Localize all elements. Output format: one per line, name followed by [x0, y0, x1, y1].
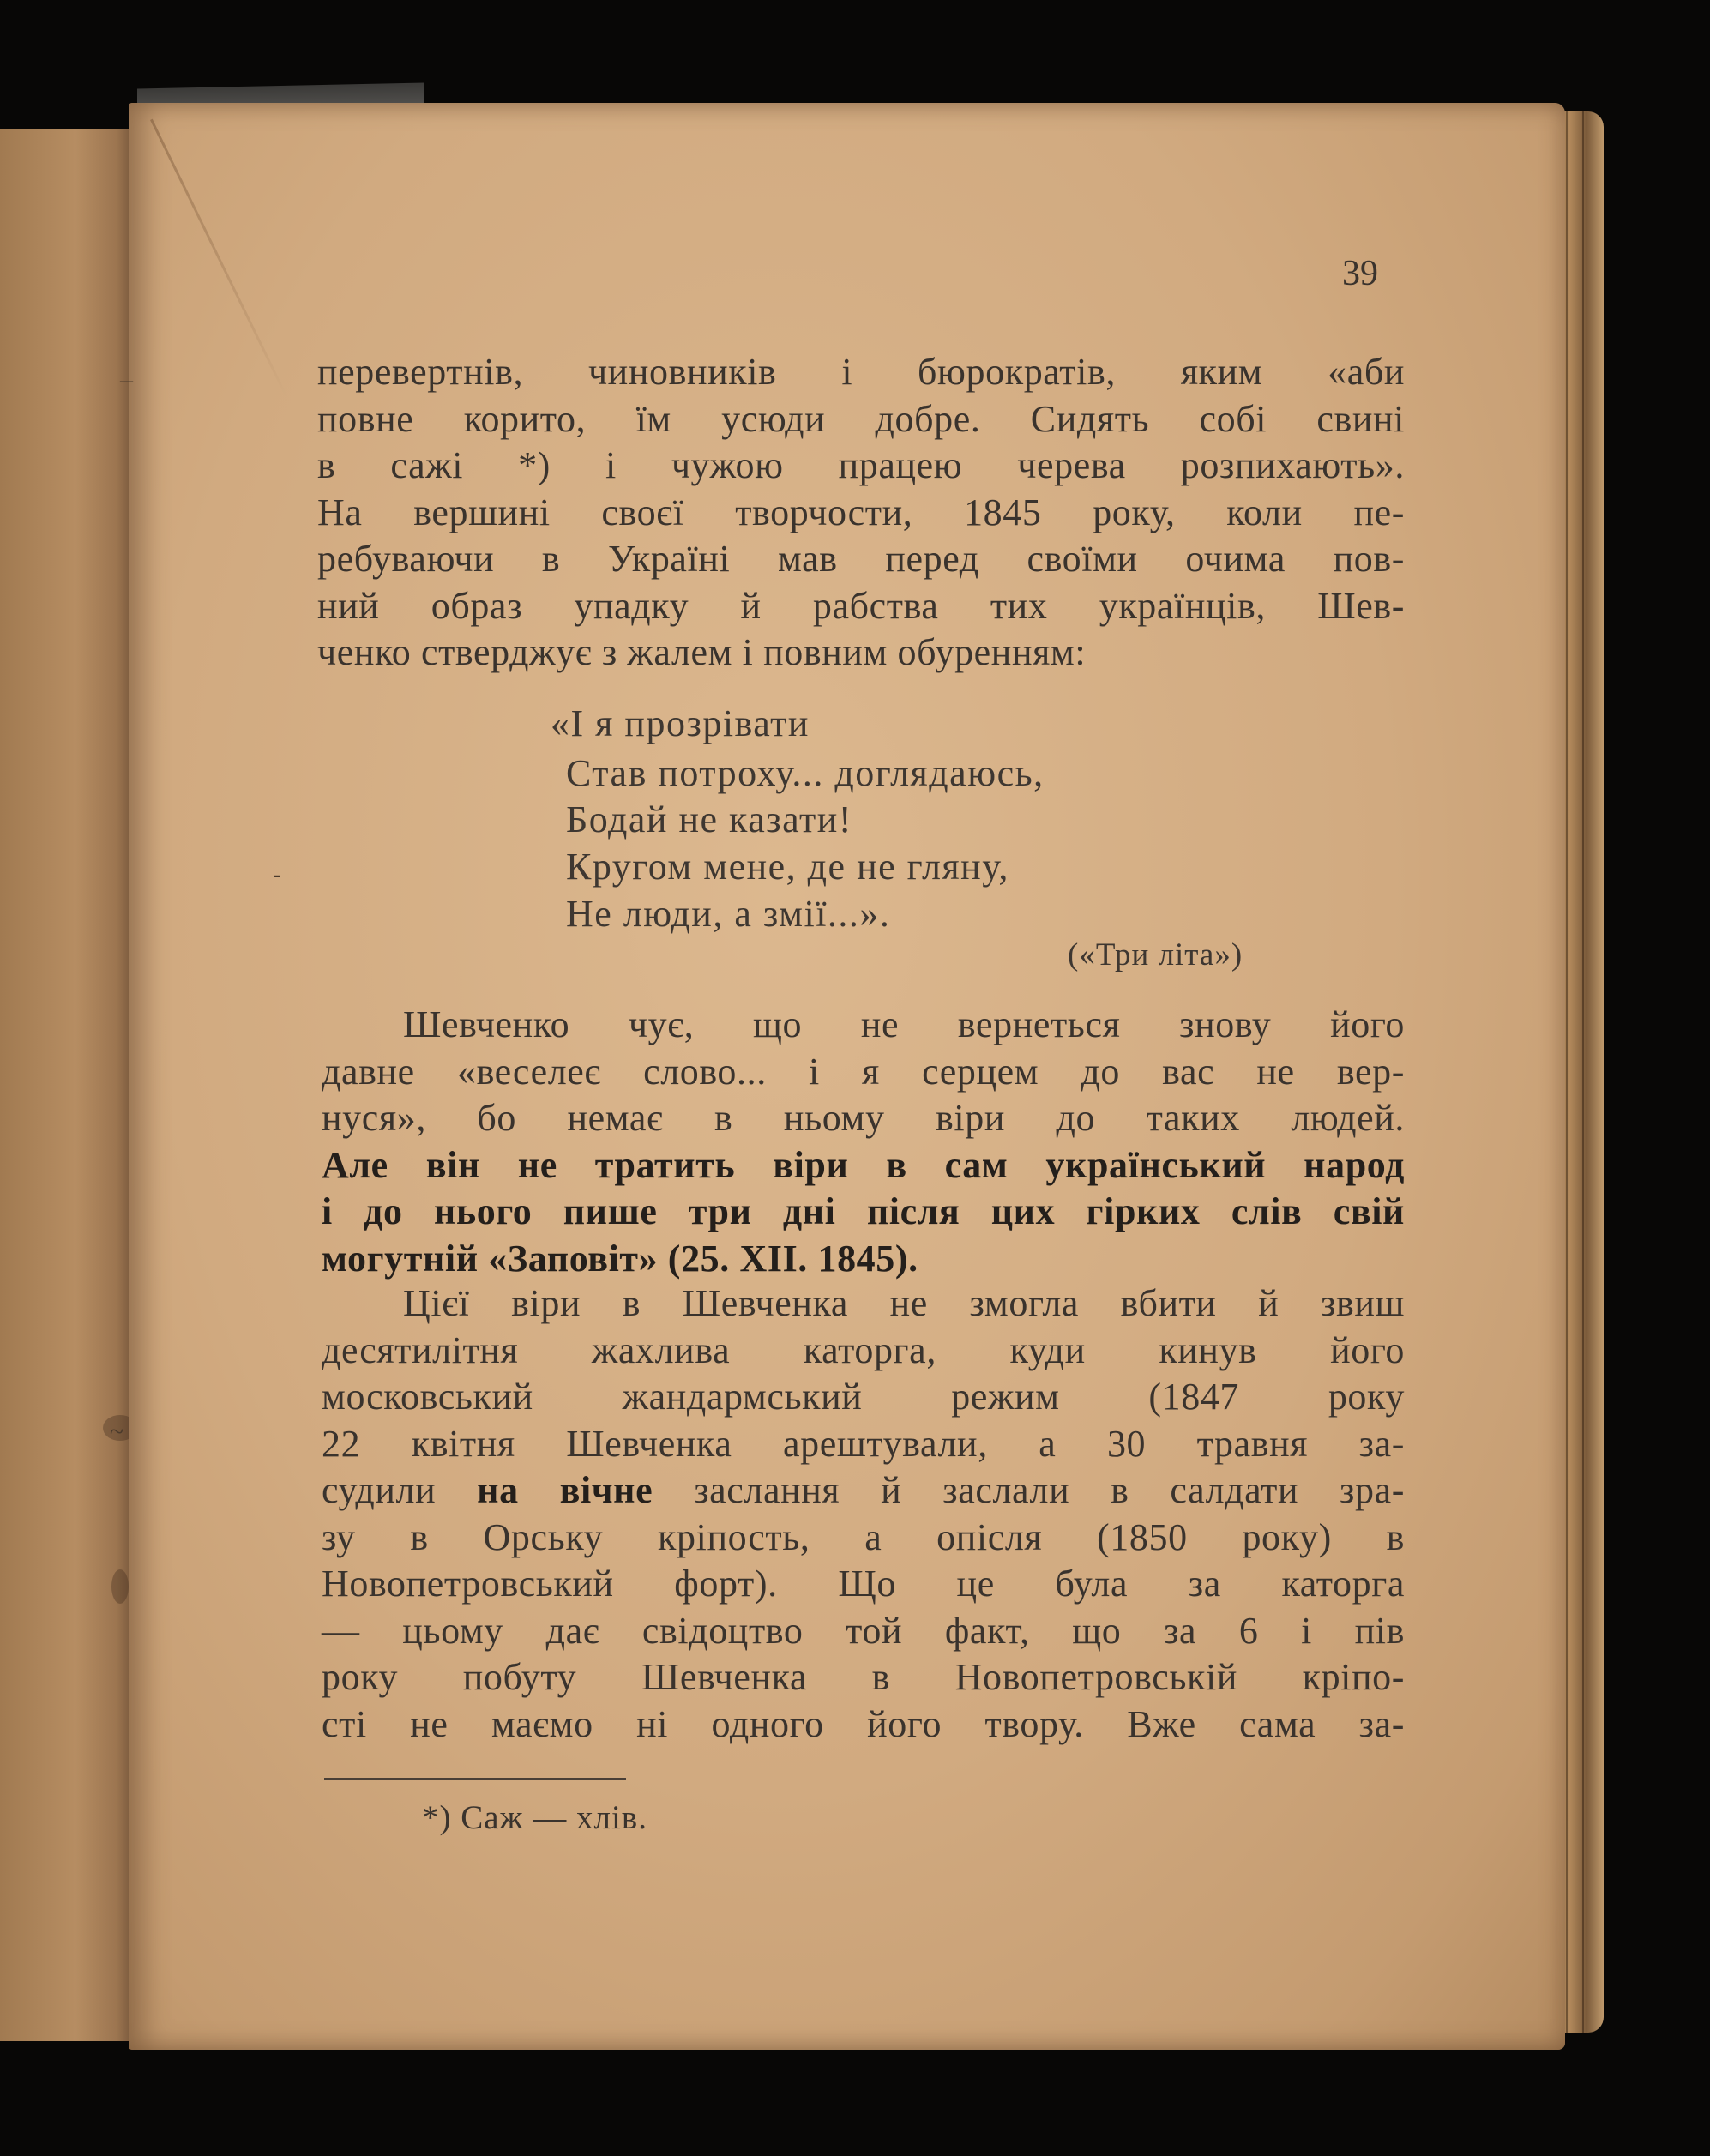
- text-line: давне «веселеє слово... і я серцем до вас не вер-: [322, 1050, 1405, 1093]
- text-line: 22 квітня Шевченка арештували, а 30 травня за-: [322, 1422, 1405, 1465]
- stain: [111, 1569, 129, 1604]
- footnote: *) Саж — хлів.: [422, 1799, 647, 1836]
- poem-line: «І я прозрівати: [551, 702, 810, 744]
- text-line: в сажі *) і чужою працею черева розпихають».: [317, 444, 1405, 486]
- text-line: На вершині своєї творчости, 1845 року, коли пе-: [317, 491, 1405, 533]
- text-line: сті не маємо ні одного його твору. Вже сама за-: [322, 1702, 1405, 1745]
- text-line: московський жандармський режим (1847 року: [322, 1376, 1405, 1418]
- text-line: десятилітня жахлива каторга, куди кинув його: [322, 1328, 1405, 1371]
- text-line: — цьому дає свідоцтво той факт, що за 6 і пів: [322, 1609, 1405, 1652]
- text-span-bold: на вічне: [477, 1469, 653, 1511]
- text-line-bold: Але він не тратить віри в сам український народ: [322, 1143, 1405, 1186]
- text-line: нуся», бо немає в ньому віри до таких людей.: [322, 1097, 1405, 1139]
- poem-line: Не люди, а змії...».: [566, 893, 891, 935]
- text-line: року побуту Шевченка в Новопетровській кріпо-: [322, 1656, 1405, 1698]
- text-line: повне корито, їм усюди добре. Сидять собі свині: [317, 397, 1405, 440]
- text-line: ченко стверджує з жалем і повним обуренням:: [317, 631, 1087, 673]
- poem-line: Бодай не казати!: [566, 798, 852, 840]
- text-span: заслання й заслали в салдати зра-: [653, 1469, 1405, 1511]
- text-line: ний образ упадку й рабства тих українців, Шев-: [317, 584, 1405, 627]
- margin-dash: -: [273, 860, 281, 888]
- paragraph-3: [322, 1280, 1405, 1748]
- text-line: Новопетровський форт). Що це була за каторга: [322, 1563, 1405, 1605]
- margin-dash: –: [120, 365, 133, 394]
- page-number: 39: [1342, 254, 1378, 293]
- poem-line: Кругом мене, де не гляну,: [566, 846, 1009, 888]
- paragraph-1: [317, 349, 1405, 677]
- text-line-bold: і до нього пише три дні після цих гірких слів свій: [322, 1190, 1405, 1232]
- text-line-bold: могутній «Заповіт» (25. XII. 1845).: [322, 1237, 918, 1280]
- text-line: Шевченко чує, що не вернеться знову його: [403, 1003, 1405, 1045]
- text-line: зу в Орську кріпость, а опісля (1850 року) в: [322, 1515, 1405, 1558]
- paragraph-2: [322, 1002, 1405, 1282]
- poem-attribution: («Три літа»): [1068, 937, 1243, 973]
- poem-line: Став потроху... доглядаюсь,: [566, 752, 1045, 794]
- footnote-rule: [324, 1778, 626, 1780]
- margin-mark: ~: [110, 1418, 124, 1446]
- left-page-edge: [0, 129, 137, 2041]
- text-span: судили: [322, 1469, 478, 1511]
- text-line: [322, 1467, 1405, 1515]
- text-line: перевертнів, чиновників і бюрократів, яким «аби: [317, 351, 1405, 393]
- text-line: Цієї віри в Шевченка не змогла вбити й звиш: [403, 1282, 1405, 1324]
- text-line: ребуваючи в Україні мав перед своїми очима пов-: [317, 538, 1405, 580]
